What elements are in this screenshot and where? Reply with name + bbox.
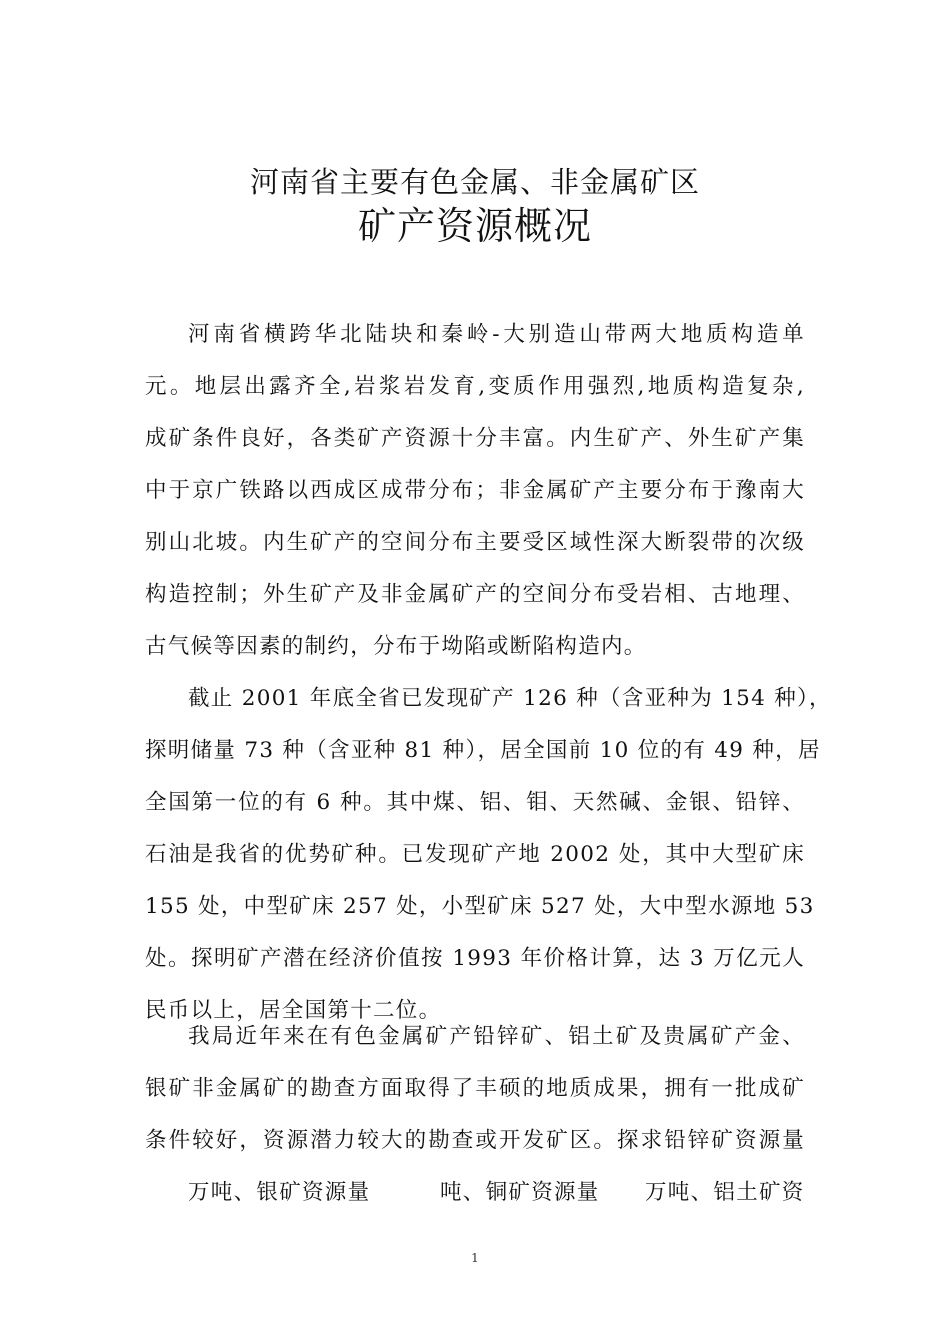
paragraph-statistics — [145, 673, 832, 1037]
paragraph-line: 探明储量 73 种（含亚种 81 种），居全国前 10 位的有 49 种，居 — [145, 738, 821, 763]
copper-fragment: 吨、铜矿资源量 — [440, 1180, 600, 1205]
document-title: 河南省主要有色金属、非金属矿区 — [249, 165, 700, 199]
paragraph-geology — [145, 309, 805, 673]
paragraph-line: 构造控制；外生矿产及非金属矿产的空间分布受岩相、古地理、 — [145, 582, 805, 607]
resource-quantity-line — [145, 1167, 805, 1219]
paragraph-line: 处。探明矿产潜在经济价值按 1993 年价格计算，达 3 万亿元人 — [145, 946, 805, 971]
paragraph-bureau — [145, 1011, 805, 1167]
bauxite-fragment: 万吨、铝土矿资 — [645, 1180, 805, 1205]
document-subtitle: 矿产资源概况 — [357, 204, 592, 248]
paragraph-line: 成矿条件良好，各类矿产资源十分丰富。内生矿产、外生矿产集 — [145, 426, 805, 451]
paragraph-line: 银矿非金属矿的勘查方面取得了丰硕的地质成果，拥有一批成矿 — [145, 1076, 805, 1101]
paragraph-line: 元。地层出露齐全,岩浆岩发育,变质作用强烈,地质构造复杂, — [145, 374, 805, 399]
paragraph-line: 条件较好，资源潜力较大的勘查或开发矿区。探求铅锌矿资源量 — [145, 1128, 805, 1153]
paragraph-line: 民币以上，居全国第十二位。 — [145, 998, 442, 1023]
paragraph-line: 我局近年来在有色金属矿产铅锌矿、铝土矿及贵属矿产金、 — [188, 1024, 805, 1049]
paragraph-line: 全国第一位的有 6 种。其中煤、铝、钼、天然碱、金银、铅锌、 — [145, 790, 805, 815]
paragraph-line: 155 处，中型矿床 257 处，小型矿床 527 处，大中型水源地 53 — [145, 894, 815, 919]
paragraph-line: 截止 2001 年底全省已发现矿产 126 种（含亚种为 154 种）， — [188, 686, 832, 711]
paragraph-line: 古气候等因素的制约，分布于坳陷或断陷构造内。 — [145, 634, 647, 659]
lead-zinc-silver-fragment: 万吨、银矿资源量 — [188, 1180, 371, 1205]
paragraph-line: 石油是我省的优势矿种。已发现矿产地 2002 处，其中大型矿床 — [145, 842, 805, 867]
paragraph-line: 河南省横跨华北陆块和秦岭-大别造山带两大地质构造单 — [188, 322, 805, 347]
page-number: 1 — [471, 1251, 479, 1265]
paragraph-line: 中于京广铁路以西成区成带分布；非金属矿产主要分布于豫南大 — [145, 478, 805, 503]
paragraph-line: 别山北坡。内生矿产的空间分布主要受区域性深大断裂带的次级 — [145, 530, 805, 555]
